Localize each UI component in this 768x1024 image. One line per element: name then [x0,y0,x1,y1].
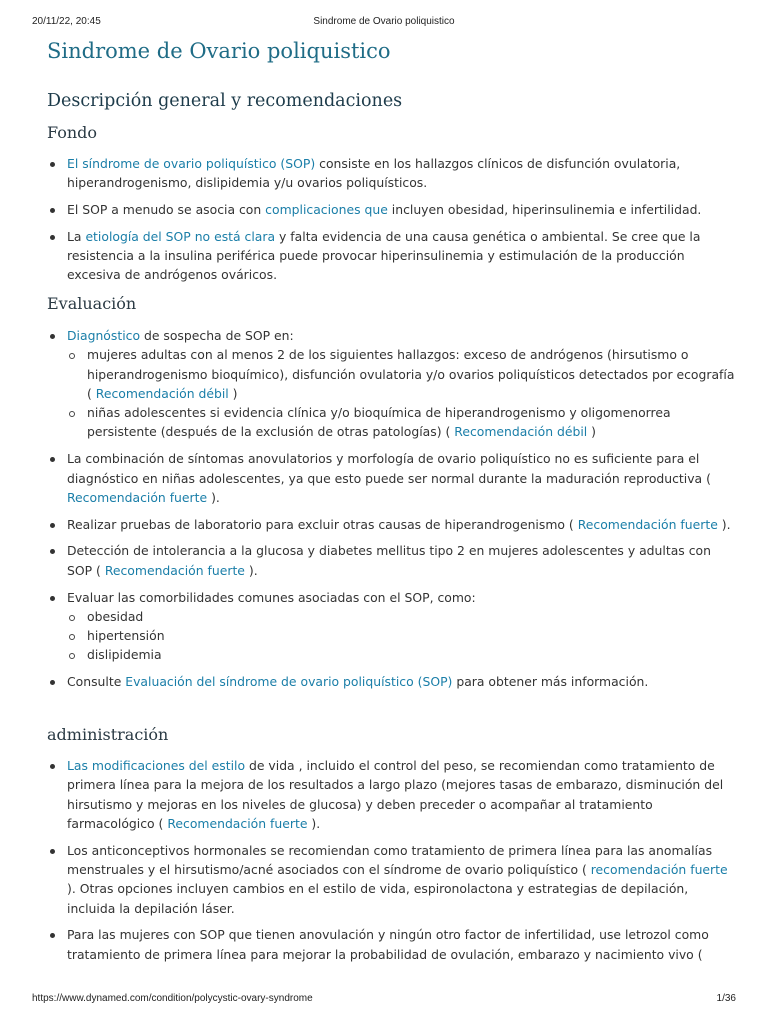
item-text: Detección de intolerancia a la glucosa y diabetes mellitus tipo 2 en mujeres adolescentes y adultas con SOP ( [67,543,711,578]
list-item [47,515,737,534]
administracion-list [47,756,737,971]
circle-bullet-icon [69,411,75,417]
link-evaluacion-sop[interactable]: Evaluación del síndrome de ovario poliquístico (SOP) [125,674,453,690]
print-datetime: 20/11/22, 20:45 [32,16,101,27]
link-recomendacion-fuerte[interactable]: recomendación fuerte [590,861,728,877]
item-text: ) [228,385,238,401]
item-text: dislipidemia [87,647,162,663]
section-heading-administracion: administración [47,725,169,744]
print-doc-title: Sindrome de Ovario poliquistico [313,16,455,27]
evaluacion-list [47,326,737,699]
item-text: incluyen obesidad, hiperinsulinemia e infertilidad. [387,202,702,218]
item-text: consiste en los hallazgos clínicos de disfunción ovulatoria, hiperandrogenismo, dislipidemia y/u ovarios poliquísticos. [67,156,681,191]
item-text: La combinación de síntomas anovulatorios y morfología de ovario poliquístico no es suficiente para el diagnóstico en niñas adolescentes, ya que esto puede ser normal durante la maduración reproductiva ( [67,451,711,486]
comorbilidades-sublist [67,607,737,665]
item-text: obesidad [87,608,144,624]
item-text: de vida , incluido el control del peso, se recomiendan como tratamiento de primera línea para la mejora de los resultados a largo plazo (mejores tasas de embarazo, disminución del hirsutismo y mejoras en los niveles de glucosa) y deben preceder o acompañar al tratamiento farmacológico ( [67,758,724,831]
item-text: para obtener más información. [452,674,649,690]
list-item [47,841,737,918]
item-text: Para las mujeres con SOP que tienen anovulación y ningún otro factor de infertilidad, use letrozol como tratamiento de primera línea para mejorar la probabilidad de ovulación, embarazo y nacimiento vivo ( [67,927,709,962]
list-item [47,227,737,285]
fondo-list [47,154,737,292]
list-item [47,154,737,193]
item-text: niñas adolescentes si evidencia clínica y/o bioquímica de hiperandrogenismo y oligomenorrea persistente (después de la exclusión de otras patologías) ( [87,405,671,440]
item-text: ). [307,815,321,831]
item-text: ). [244,562,258,578]
bullet-icon [50,457,55,462]
section-heading-evaluacion: Evaluación [47,294,137,313]
link-recomendacion-debil[interactable]: Recomendación débil [454,424,588,440]
page-title: Sindrome de Ovario poliquistico [47,39,391,63]
item-text: Los anticonceptivos hormonales se recomiendan como tratamiento de primera línea para las anomalías menstruales y el hirsutismo/acné asociados con el síndrome de ovario poliquístico ( [67,842,713,877]
item-text: hipertensión [87,628,165,644]
item-text: La [67,228,86,244]
link-recomendacion-fuerte[interactable]: Recomendación fuerte [167,815,308,831]
item-text: de sospecha de SOP en: [140,328,294,343]
bullet-icon [50,596,55,601]
link-complicaciones[interactable]: complicaciones que [265,202,388,218]
list-item [47,326,737,442]
circle-bullet-icon [69,353,75,359]
bullet-icon [50,334,55,339]
link-diagnostico[interactable]: Diagnóstico [67,328,141,343]
bullet-icon [50,680,55,685]
bullet-icon [50,764,55,769]
list-item [47,200,737,219]
item-text: ). [717,516,731,532]
overview-heading: Descripción general y recomendaciones [47,91,403,111]
item-text: Evaluar las comorbilidades comunes asociadas con el SOP, como: [67,589,476,605]
list-item [47,449,737,507]
bullet-icon [50,162,55,167]
list-item [47,925,737,964]
sub-list-item [67,645,737,664]
page-url: https://www.dynamed.com/condition/polycystic-ovary-syndrome [32,993,313,1004]
link-recomendacion-fuerte[interactable]: Recomendación fuerte [67,489,208,505]
item-text: Consulte [67,674,126,690]
list-item [47,541,737,580]
circle-bullet-icon [69,634,75,640]
link-recomendacion-debil[interactable]: Recomendación débil [95,385,229,401]
sub-list-item [67,345,737,403]
bullet-icon [50,549,55,554]
item-text: ). Otras opciones incluyen cambios en el estilo de vida, espironolactona y estrategias de depilación, incluida la depilación láser. [67,881,689,916]
list-item [47,756,737,833]
circle-bullet-icon [69,615,75,621]
item-text: El SOP a menudo se asocia con [67,202,266,218]
bullet-icon [50,523,55,528]
sub-list-item [67,626,737,645]
item-text: y falta evidencia de una causa genética o ambiental. Se cree que la resistencia a la insulina periférica puede provocar hiperinsulinemia y estimulación de la producción excesiva de andrógenos ováricos. [67,228,701,283]
item-text: mujeres adultas con al menos 2 de los siguientes hallazgos: exceso de andrógenos (hirsutismo o hiperandrogenismo bioquímico), disfunción ovulatoria y/o ovarios poliquísticos detectados por ecografía ( [87,347,735,401]
diagnostico-sublist [67,345,737,441]
print-header [0,16,768,30]
link-etiologia[interactable]: etiología del SOP no está clara [85,228,276,244]
sub-list-item [67,607,737,626]
list-item [47,588,737,665]
bullet-icon [50,933,55,938]
bullet-icon [50,849,55,854]
item-text: ) [587,424,597,440]
section-heading-fondo: Fondo [47,123,98,142]
sub-list-item [67,403,737,442]
bullet-icon [50,235,55,240]
link-recomendacion-fuerte[interactable]: Recomendación fuerte [104,562,245,578]
list-item [47,672,737,691]
link-sop[interactable]: El síndrome de ovario poliquístico (SOP) [67,156,316,171]
circle-bullet-icon [69,653,75,659]
item-text: ). [207,489,220,505]
link-recomendacion-fuerte[interactable]: Recomendación fuerte [577,516,718,532]
bullet-icon [50,208,55,213]
link-modificaciones-estilo[interactable]: Las modificaciones del estilo [67,758,246,773]
page-number: 1/36 [716,993,736,1004]
print-footer [0,993,768,1007]
item-text: Realizar pruebas de laboratorio para excluir otras causas de hiperandrogenismo ( [67,516,578,532]
